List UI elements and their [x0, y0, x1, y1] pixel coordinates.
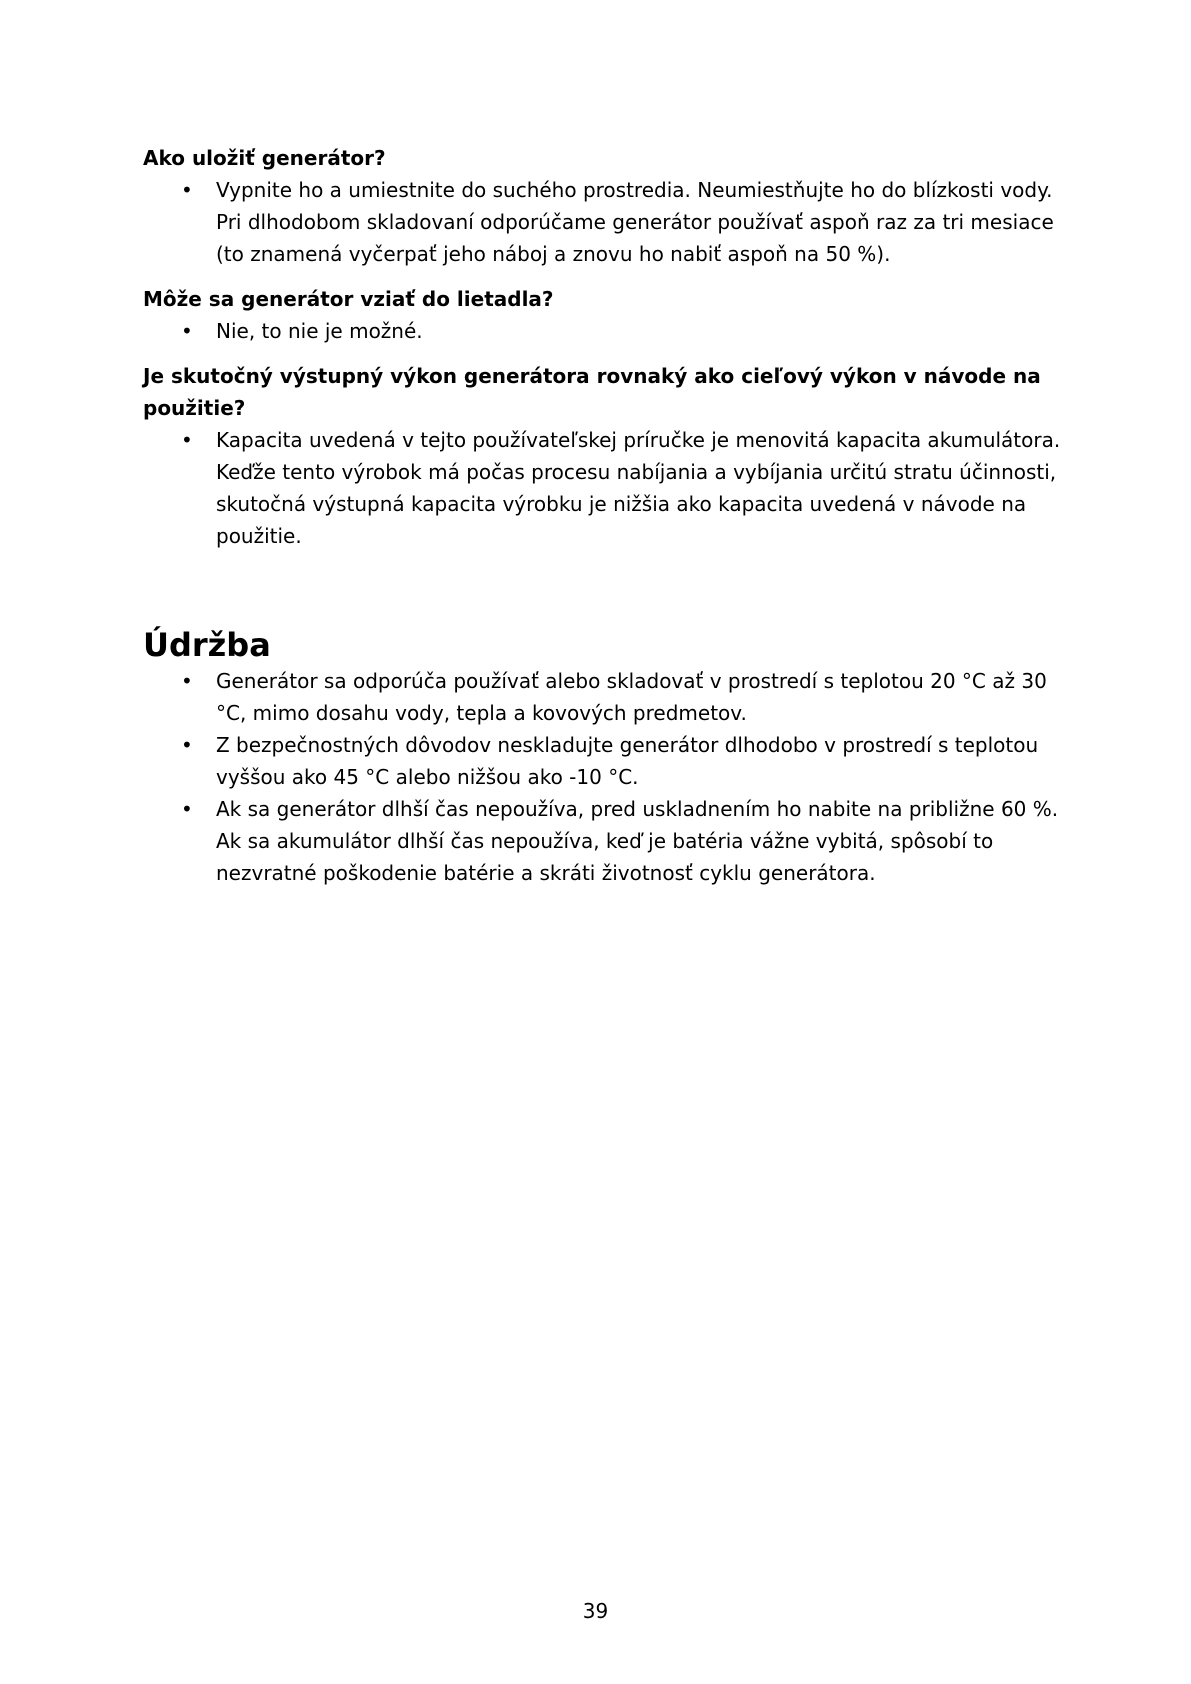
- list-item: [143, 793, 1063, 889]
- list-item: [143, 315, 1063, 347]
- bullet-icon: •: [181, 733, 193, 757]
- faq-question-output-power: Je skutočný výstupný výkon generátora rovnaký ako cieľový výkon v návode na použitie?: [143, 364, 1041, 420]
- list-item: [143, 424, 1063, 552]
- list-item-text: Vypnite ho a umiestnite do suchého prostredia. Neumiestňujte ho do blízkosti vody. Pri dlhodobom skladovaní odporúčame generátor používať aspoň raz za tri mesiace (to znamená vyčerpať jeho náboj a znovu ho nabiť aspoň na 50 %).: [216, 178, 1054, 266]
- list-item-text: Nie, to nie je možné.: [216, 319, 423, 343]
- bullet-icon: •: [181, 797, 193, 821]
- bullet-icon: •: [181, 428, 193, 452]
- bullet-icon: •: [181, 669, 193, 693]
- list-item-text: Ak sa generátor dlhší čas nepoužíva, pred uskladnením ho nabite na približne 60 %. Ak sa akumulátor dlhší čas nepoužíva, keď je batéria vážne vybitá, spôsobí to nezvratné poškodenie batérie a skráti životnosť cyklu generátora.: [216, 797, 1059, 885]
- page-content: [143, 142, 1063, 889]
- list-item-text: Z bezpečnostných dôvodov neskladujte generátor dlhodobo v prostredí s teplotou vyššou ako 45 °C alebo nižšou ako -10 °C.: [216, 733, 1039, 789]
- faq-answer-list-output-power: [143, 424, 1063, 552]
- faq-answer-list-airplane: [143, 315, 1063, 347]
- list-item-text: Generátor sa odporúča používať alebo skladovať v prostredí s teplotou 20 °C až 30 °C, mimo dosahu vody, tepla a kovových predmetov.: [216, 669, 1047, 725]
- bullet-icon: •: [181, 178, 193, 202]
- faq-question-airplane: Môže sa generátor vziať do lietadla?: [143, 287, 554, 311]
- list-item: [143, 174, 1063, 270]
- list-item: [143, 729, 1063, 793]
- list-item-text: Kapacita uvedená v tejto používateľskej príručke je menovitá kapacita akumulátora. Keďže tento výrobok má počas procesu nabíjania a vybíjania určitú stratu účinnosti, skutočná výstupná kapacita výrobku je nižšia ako kapacita uvedená v návode na použitie.: [216, 428, 1061, 548]
- bullet-icon: •: [181, 319, 193, 343]
- faq-answer-list-storage: [143, 174, 1063, 270]
- list-item: [143, 665, 1063, 729]
- section-title-maintenance: Údržba: [143, 626, 271, 664]
- faq-question-storage: Ako uložiť generátor?: [143, 146, 386, 170]
- page-number: 39: [582, 1599, 609, 1623]
- maintenance-list: [143, 665, 1063, 889]
